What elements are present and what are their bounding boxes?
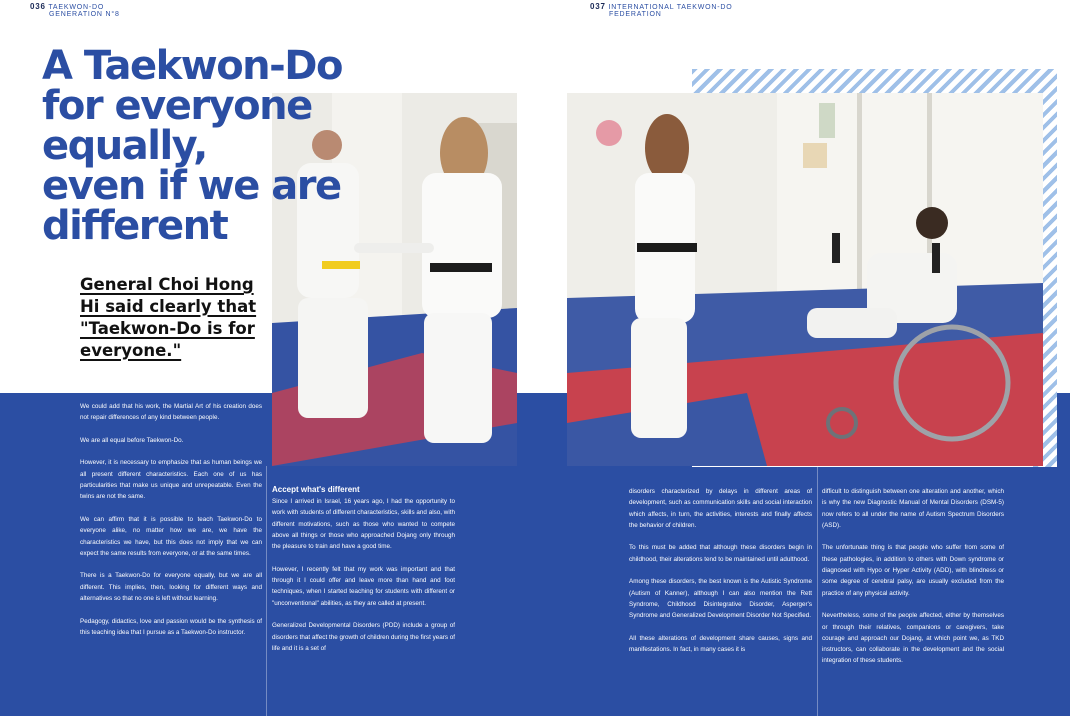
paragraph: Since I arrived in Israel, 16 years ago, I had the opportunity to work with students of different characteristics, skills and also, with different motivations, such as those who wanted to compete above all things or those who approached Dojang only through the pleasure to train and have a good time. — [272, 498, 455, 551]
paragraph: However, it is necessary to emphasize that as human beings we all present different characteristics. Each one of us has particularities that make us unique and unrepeatable. Even the twins are not the same. — [80, 459, 262, 501]
pull-quote-line-2: Hi said clearly that — [80, 297, 257, 316]
page-number-left: 036 — [30, 2, 46, 11]
paragraph: Nevertheless, some of the people affected, either by themselves or through their relatives, companions or caregivers, take courage and approach our Dojang, at which point we, as TKD instructors, can collaborate in the development and the social integration of these students. — [822, 612, 1004, 665]
page-number-right: 037 — [590, 2, 606, 11]
title-line-4: even if we are — [42, 163, 341, 209]
paragraph: The unfortunate thing is that people who suffer from some of these pathologies, in addition to others with Down syndrome or diagnosed with Hypo or Hyper Activity (ADD), with blindness or some degree of cerebral palsy, are usually excluded from the practice of any physical activity. — [822, 544, 1004, 597]
paragraph: All these alterations of development share causes, signs and manifestations. In fact, in many cases it is — [629, 634, 812, 654]
paragraph: To this must be added that although these disorders begin in childhood, their alterations tend to be maintained until adulthood. — [629, 544, 812, 563]
paragraph: There is a Taekwon-Do for everyone equally, but we are all different. This implies, then, looking for different ways and alternatives so that no one is left without learning. — [80, 572, 262, 603]
title-line-5: different — [42, 203, 228, 249]
pull-quote-line-3: "Taekwon-Do is for — [80, 319, 255, 338]
paragraph: We are all equal before Taekwon-Do. — [80, 436, 184, 444]
title-line-1: A Taekwon-Do — [42, 43, 342, 89]
page-header-left — [30, 3, 120, 18]
paragraph: Generalized Developmental Disorders (PDD) include a group of disorders that affect the growth of children during the first years of life and it is a set of — [272, 622, 455, 652]
column-divider-1 — [266, 466, 267, 716]
paragraph: Pedagogy, didactics, love and passion would be the synthesis of this teaching idea that I pursue as a Taekwon-Do instructor. — [80, 617, 262, 636]
paragraph: difficult to distinguish between one alteration and another, which is why the new Diagnostic Manual of Mental Disorders (DSM-5) now refers to all under the name of Autism Spectrum Disorders (ASD). — [822, 488, 1004, 529]
column-divider-2 — [817, 466, 818, 716]
body-column-4 — [822, 486, 1004, 678]
header-left-line1: TAEKWON-DO — [48, 4, 105, 11]
header-right-line1: INTERNATIONAL TAEKWON-DO — [608, 4, 733, 11]
paragraph: disorders characterized by delays in different areas of development, such as communication skills and social interaction which affects, in turn, the activities, interests and finally affects the behavior of children. — [629, 488, 812, 529]
paragraph: We could add that his work, the Martial Art of his creation does not repair differences of any kind between people. — [80, 403, 262, 422]
body-column-3 — [629, 486, 812, 667]
paragraph: Among these disorders, the best known is the Autistic Syndrome (Autism of Kanner), although I can also mention the Rett Syndrome, Childhood Disintegrative Disorder, Asperger's Syndrome and Generalized Development Disorder Not Specified. — [629, 578, 812, 620]
paragraph: However, I recently felt that my work was important and that through it I could offer and leave more than hand and foot techniques, when I started teaching for students with different or "unconventional" abilities, as they are called at present. — [272, 565, 455, 607]
body-column-1 — [80, 401, 262, 650]
page-header-right — [590, 3, 732, 18]
header-right-line2: FEDERATION — [609, 11, 662, 18]
pull-quote — [80, 274, 270, 362]
body-column-2 — [272, 485, 455, 665]
paragraph: We can affirm that it is possible to teach Taekwon-Do to everyone alike, no matter how we are, we have the characteristics we have, but this does not imply that we can expect the same results from everyone, or at the same times. — [80, 515, 262, 557]
header-left-line2: GENERATION N°8 — [49, 11, 120, 18]
section-heading: Accept what's different — [272, 485, 360, 494]
pull-quote-line-4: everyone." — [80, 341, 182, 360]
title-line-3: equally, — [42, 123, 207, 169]
article-title — [42, 43, 402, 249]
title-line-2: for everyone — [42, 83, 312, 129]
photo-instructor-and-student-in-wheelchair — [567, 93, 1043, 466]
pull-quote-line-1: General Choi Hong — [80, 275, 254, 294]
